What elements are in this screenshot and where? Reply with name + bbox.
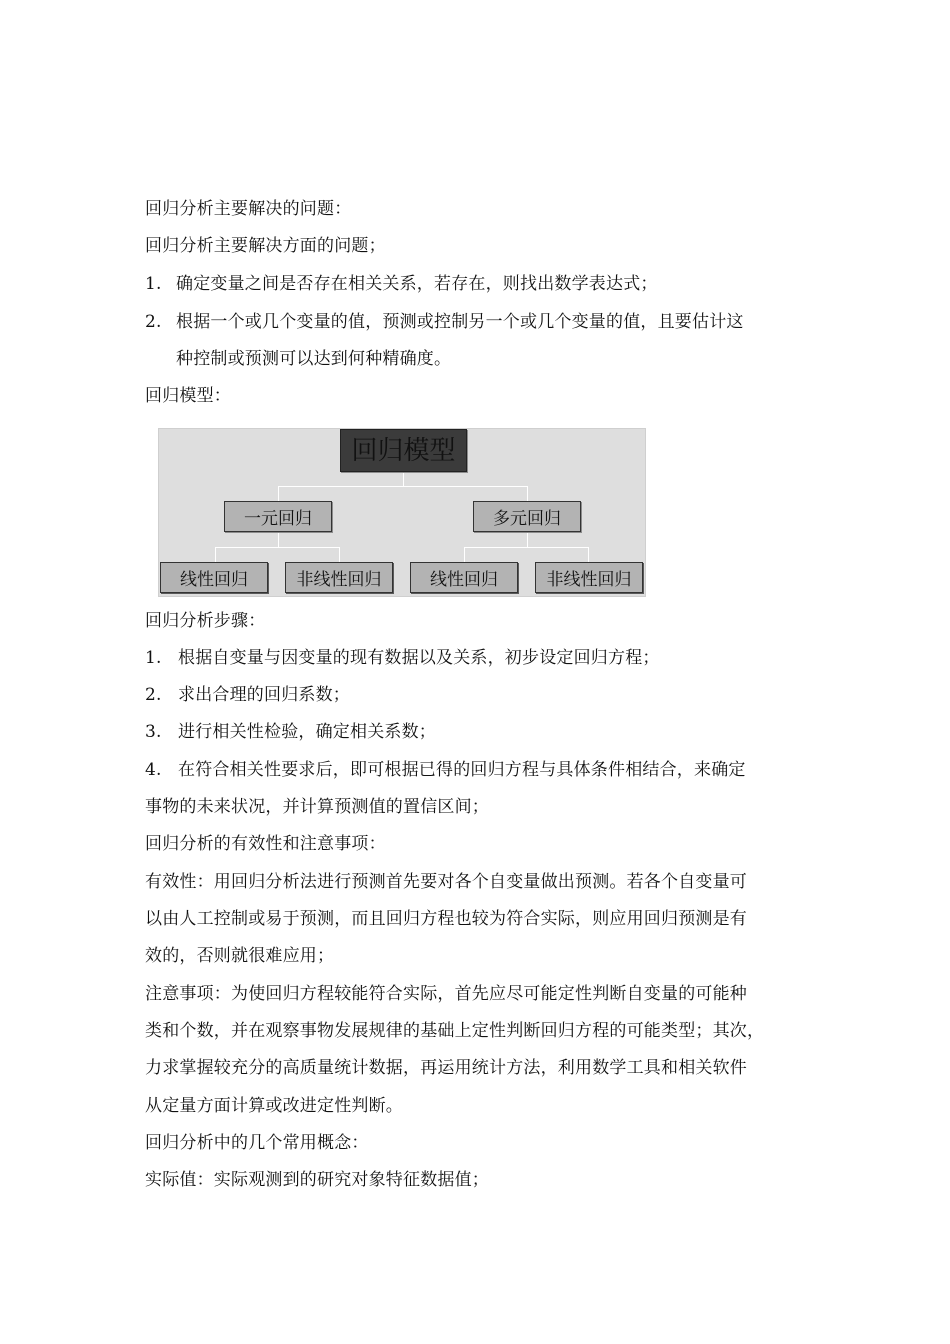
- paragraph-problems: 回归分析主要解决方面的问题；: [145, 236, 386, 256]
- list-continuation: 事物的未来状况，并计算预测值的置信区间；: [145, 797, 489, 817]
- paragraph-line: 类和个数，并在观察事物发展规律的基础上定性判断回归方程的可能类型；其次，: [145, 1021, 765, 1041]
- list-text: 确定变量之间是否存在相关关系，若存在，则找出数学表达式；: [176, 274, 658, 294]
- connector-line: [339, 547, 340, 562]
- list-item: [145, 758, 746, 782]
- section-heading-model: 回归模型：: [145, 386, 231, 406]
- list-text: 求出合理的回归系数；: [178, 685, 350, 705]
- list-text: 进行相关性检验，确定相关系数；: [178, 722, 436, 742]
- diagram-node-multiple-regression: 多元回归: [473, 501, 581, 532]
- list-text: 在符合相关性要求后，即可根据已得的回归方程与具体条件相结合，来确定: [178, 760, 746, 780]
- diagram-root-node: 回归模型: [340, 429, 467, 472]
- list-item: [145, 683, 350, 707]
- section-heading-concepts: 回归分析中的几个常用概念：: [145, 1133, 369, 1153]
- paragraph-intro: 回归分析主要解决的问题：: [145, 199, 352, 219]
- paragraph-line: 以由人工控制或易于预测，而且回归方程也较为符合实际，则应用回归预测是有: [145, 909, 747, 929]
- list-number: 2.: [145, 685, 162, 705]
- list-text: 根据自变量与因变量的现有数据以及关系，初步设定回归方程；: [178, 648, 660, 668]
- connector-line: [527, 486, 528, 501]
- regression-model-diagram: [158, 428, 646, 597]
- section-heading-steps: 回归分析步骤：: [145, 611, 266, 631]
- diagram-leaf-linear: 线性回归: [160, 562, 268, 593]
- connector-line: [215, 547, 340, 548]
- diagram-leaf-nonlinear: 非线性回归: [285, 562, 393, 593]
- paragraph-line: 从定量方面计算或改进定性判断。: [145, 1096, 403, 1116]
- connector-line: [527, 532, 528, 547]
- list-item: [145, 646, 660, 670]
- list-number: 2.: [145, 312, 162, 332]
- list-number: 3.: [145, 722, 162, 742]
- diagram-leaf-linear: 线性回归: [410, 562, 518, 593]
- connector-line: [278, 486, 528, 487]
- paragraph-line: 力求掌握较充分的高质量统计数据，再运用统计方法，利用数学工具和相关软件: [145, 1058, 747, 1078]
- list-item: [145, 272, 658, 296]
- connector-line: [403, 472, 404, 486]
- list-continuation: 种控制或预测可以达到何种精确度。: [176, 349, 452, 369]
- list-item: [145, 720, 436, 744]
- connector-line: [464, 547, 465, 562]
- paragraph-line: 有效性：用回归分析法进行预测首先要对各个自变量做出预测。若各个自变量可: [145, 872, 747, 892]
- diagram-node-simple-regression: 一元回归: [224, 501, 332, 532]
- paragraph-line: 实际值：实际观测到的研究对象特征数据值；: [145, 1170, 489, 1190]
- diagram-leaf-nonlinear: 非线性回归: [535, 562, 643, 593]
- connector-line: [278, 486, 279, 501]
- paragraph-line: 效的，否则就很难应用；: [145, 946, 335, 966]
- connector-line: [215, 547, 216, 562]
- connector-line: [464, 547, 589, 548]
- list-item: [145, 310, 744, 334]
- connector-line: [278, 532, 279, 547]
- list-number: 4.: [145, 760, 162, 780]
- list-number: 1.: [145, 274, 162, 294]
- list-number: 1.: [145, 648, 162, 668]
- list-text: 根据一个或几个变量的值，预测或控制另一个或几个变量的值，且要估计这: [176, 312, 744, 332]
- section-heading-validity: 回归分析的有效性和注意事项：: [145, 834, 386, 854]
- paragraph-line: 注意事项：为使回归方程较能符合实际，首先应尽可能定性判断自变量的可能种: [145, 984, 747, 1004]
- connector-line: [588, 547, 589, 562]
